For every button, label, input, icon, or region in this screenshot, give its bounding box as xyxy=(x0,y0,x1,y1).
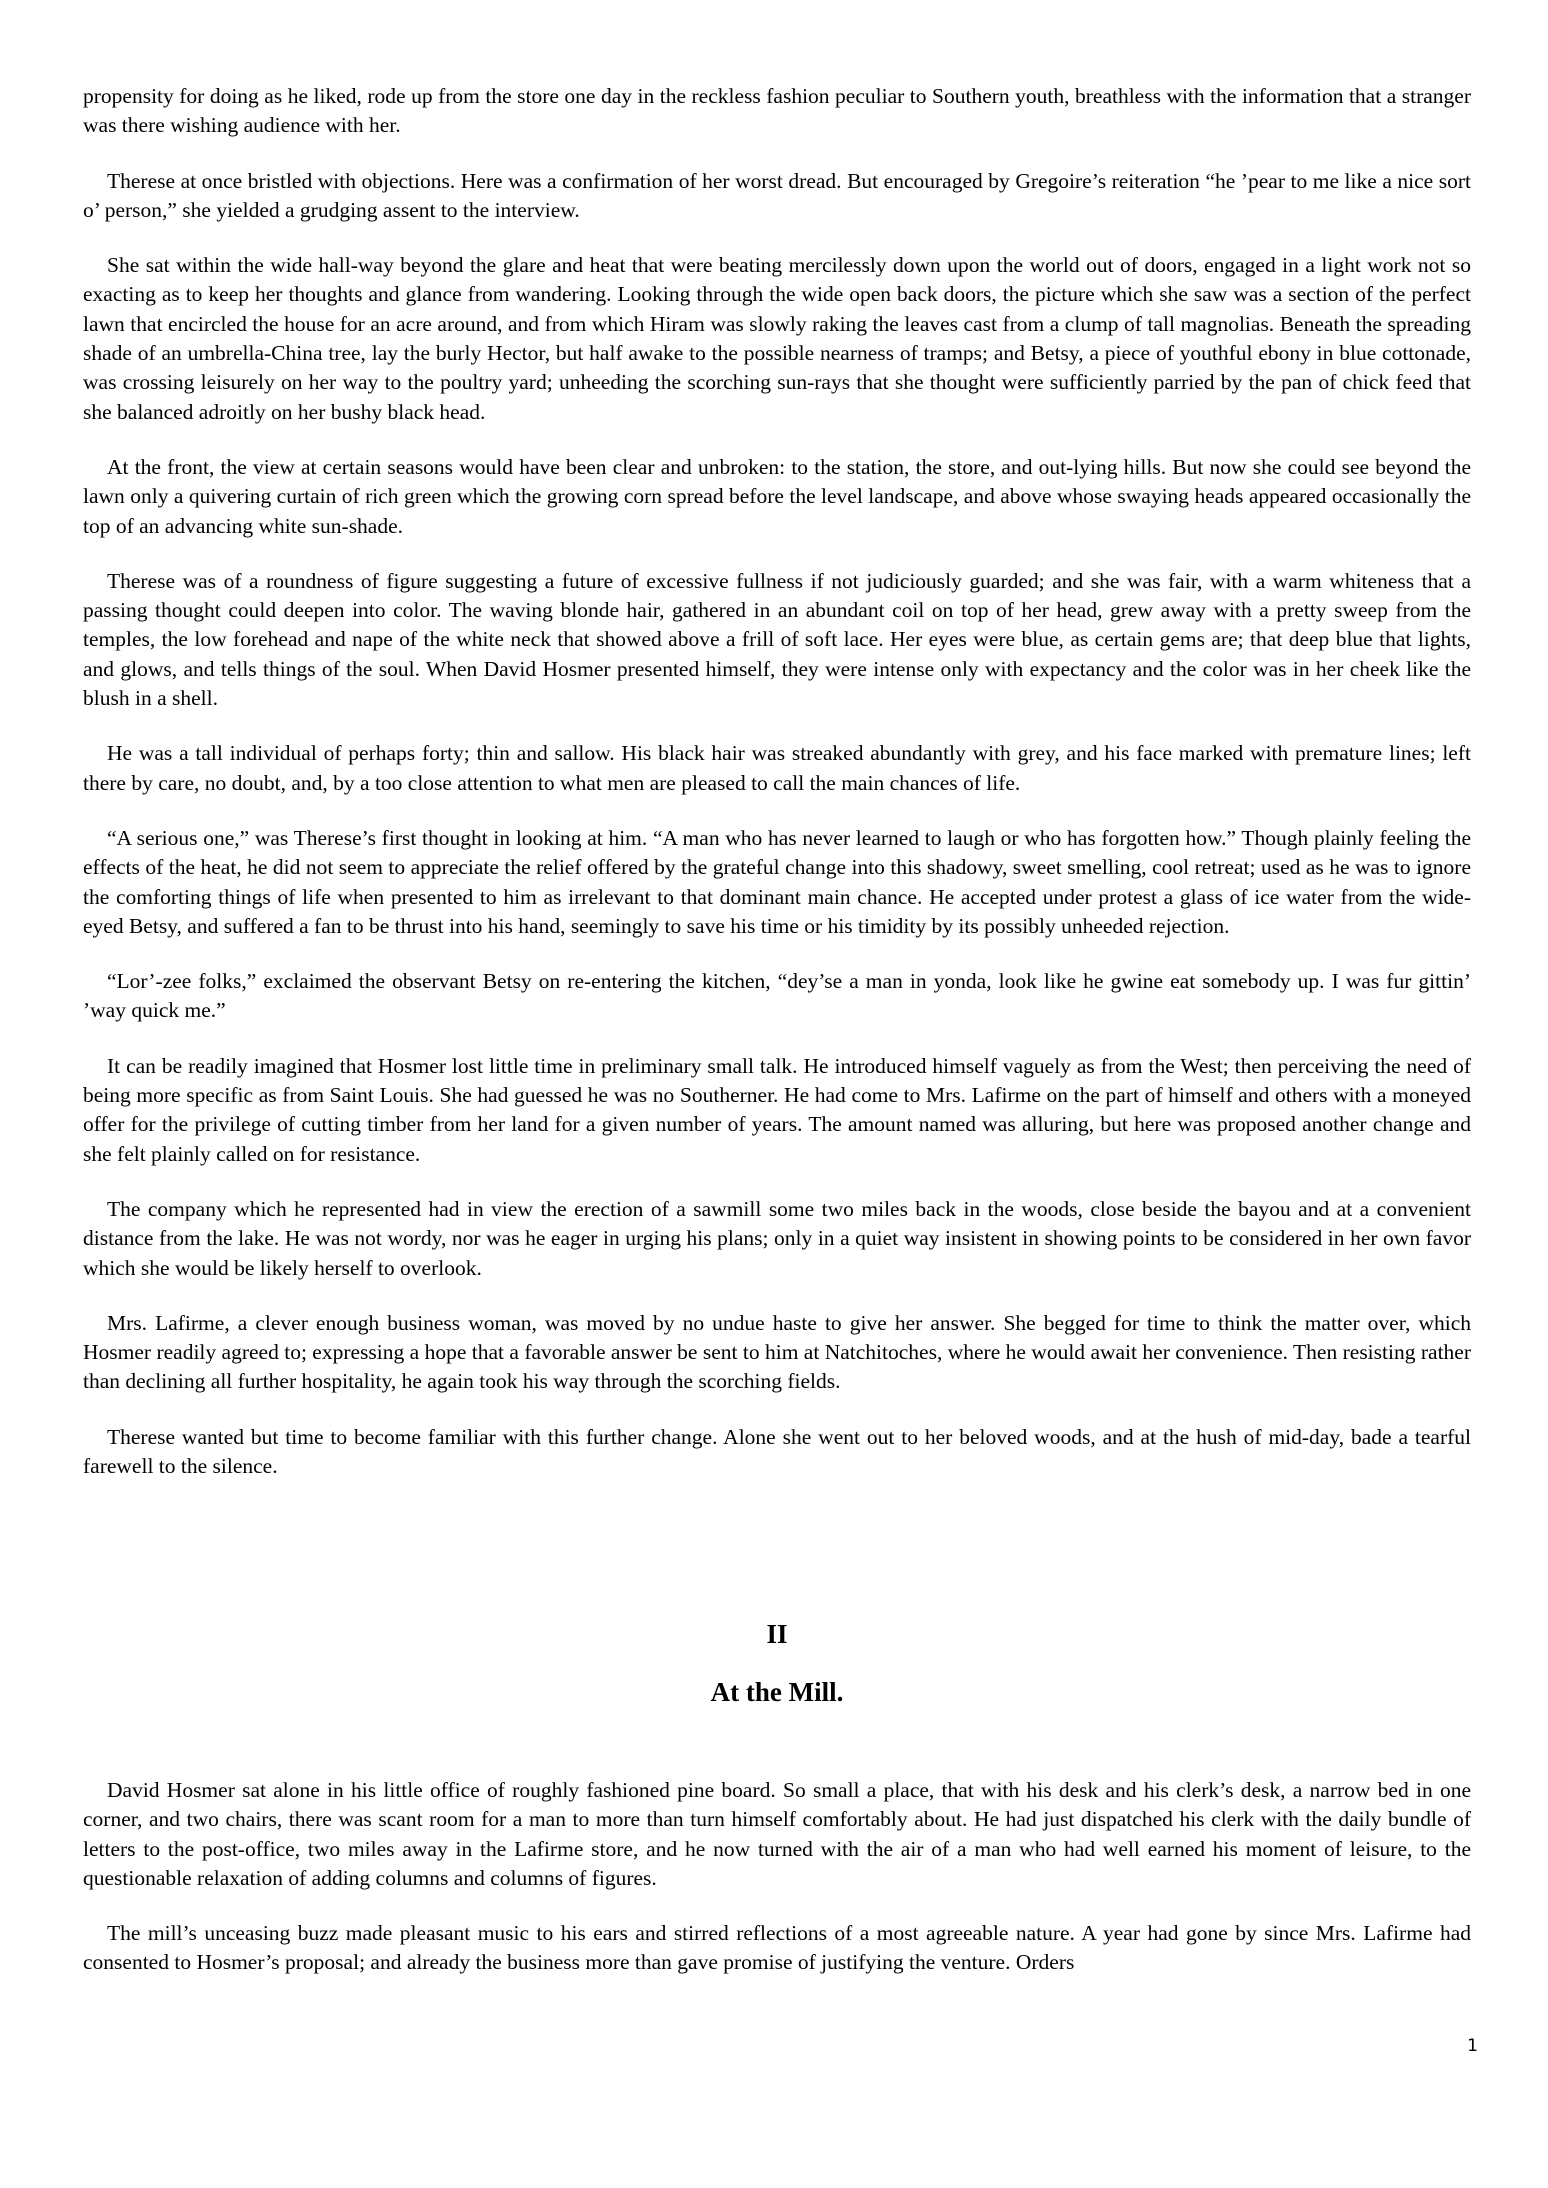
paragraph: “A serious one,” was Therese’s first thought in looking at him. “A man who has never learned to laugh or who has forgotten how.” Though plainly feeling the effects of the heat, he did not seem to appreciate the relief offered by the grateful change into this shadowy, sweet smelling, cool retreat; used as he was to ignore the comforting things of life when presented to him as irrelevant to that dominant main chance. He accepted under protest a glass of ice water from the wide-eyed Betsy, and suffered a fan to be thrust into his hand, seemingly to save his time or his timidity by its possibly unheeded rejection. xyxy=(83,825,1471,938)
paragraph: The company which he represented had in view the erection of a sawmill some two miles back in the woods, close beside the bayou and at a convenient distance from the lake. He was not wordy, nor was he eager in urging his plans; only in a quiet way insistent in showing points to be considered in her own favor which she would be likely herself to overlook. xyxy=(83,1196,1471,1280)
paragraph: Therese at once bristled with objections. Here was a confirmation of her worst dread. But encouraged by Gregoire’s reiteration “he ’pear to me like a nice sort o’ person,” she yielded a grudging assent to the interview. xyxy=(83,168,1471,222)
paragraph: “Lor’-zee folks,” exclaimed the observant Betsy on re-entering the kitchen, “dey’se a man in yonda, look like he gwine eat somebody up. I was fur gittin’ ’way quick me.” xyxy=(83,969,1471,1023)
paragraph: Therese was of a roundness of figure suggesting a future of excessive fullness if not judiciously guarded; and she was fair, with a warm whiteness that a passing thought could deepen into color. The waving blonde hair, gathered in an abundant coil on top of her head, grew away with a pretty sweep from the temples, the low forehead and nape of the white neck that showed above a frill of soft lace. Her eyes were blue, as certain gems are; that deep blue that lights, and glows, and tells things of the soul. When David Hosmer presented himself, they were intense only with expectancy and the color was in her cheek like the blush in a shell. xyxy=(83,568,1471,711)
document-body-bottom xyxy=(83,1776,1471,2004)
chapter-title: At the Mill. xyxy=(710,1677,844,1707)
paragraph: David Hosmer sat alone in his little office of roughly fashioned pine board. So small a place, that with his desk and his clerk’s desk, a narrow bed in one corner, and two chairs, there was scant room for a man to more than turn himself comfortably about. He had just dispatched his clerk with the daily bundle of letters to the post-office, two miles away in the Lafirme store, and he now turned with the air of a man who had well earned his moment of leisure, to the questionable relaxation of adding columns and columns of figures. xyxy=(83,1778,1471,1890)
paragraph: Mrs. Lafirme, a clever enough business woman, was moved by no undue haste to give her answer. She begged for time to think the matter over, which Hosmer readily agreed to; expressing a hope that a favorable answer be sent to him at Natchitoches, where he would await her convenience. Then resisting rather than declining all further hospitality, he again took his way through the scorching fields. xyxy=(83,1310,1471,1394)
paragraph: It can be readily imagined that Hosmer lost little time in preliminary small talk. He introduced himself vaguely as from the West; then perceiving the need of being more specific as from Saint Louis. She had guessed he was no Southerner. He had come to Mrs. Lafirme on the part of himself and others with a moneyed offer for the privilege of cutting timber from her land for a given number of years. The amount named was alluring, but here was proposed another change and she felt plainly called on for resistance. xyxy=(83,1053,1471,1166)
paragraph: propensity for doing as he liked, rode up from the store one day in the reckless fashion peculiar to Southern youth, breathless with the information that a stranger was there wishing audience with her. xyxy=(83,84,1471,138)
page-number: 1 xyxy=(1467,2036,1478,2056)
paragraph: She sat within the wide hall-way beyond the glare and heat that were beating mercilessly down upon the world out of doors, engaged in a light work not so exacting as to keep her thoughts and glance from wandering. Looking through the wide open back doors, the picture which she saw was a section of the perfect lawn that encircled the house for an acre around, and from which Hiram was slowly raking the leaves cast from a clump of tall magnolias. Beneath the spreading shade of an umbrella-China tree, lay the burly Hector, but half awake to the possible nearness of tramps; and Betsy, a piece of youthful ebony in blue cottonade, was crossing leisurely on her way to the poultry yard; unheeding the scorching sun-rays that she thought were sufficiently parried by the pan of chick feed that she balanced adroitly on her bushy black head. xyxy=(83,253,1471,424)
paragraph: At the front, the view at certain seasons would have been clear and unbroken: to the station, the store, and out-lying hills. But now she could see beyond the lawn only a quivering curtain of rich green which the growing corn spread before the level landscape, and above whose swaying heads appeared occasionally the top of an advancing white sun-shade. xyxy=(83,454,1471,538)
paragraph: The mill’s unceasing buzz made pleasant music to his ears and stirred reflections of a most agreeable nature. A year had gone by since Mrs. Lafirme had consented to Hosmer’s proposal; and already the business more than gave promise of justifying the venture. Orders xyxy=(83,1921,1471,1975)
chapter-number: II xyxy=(766,1619,788,1649)
document-body-top xyxy=(83,82,1471,1507)
paragraph: He was a tall individual of perhaps forty; thin and sallow. His black hair was streaked abundantly with grey, and his face marked with premature lines; left there by care, no doubt, and, by a too close attention to what men are pleased to call the main chances of life. xyxy=(83,741,1471,795)
paragraph: Therese wanted but time to become familiar with this further change. Alone she went out to her beloved woods, and at the hush of mid-day, bade a tearful farewell to the silence. xyxy=(83,1424,1471,1478)
